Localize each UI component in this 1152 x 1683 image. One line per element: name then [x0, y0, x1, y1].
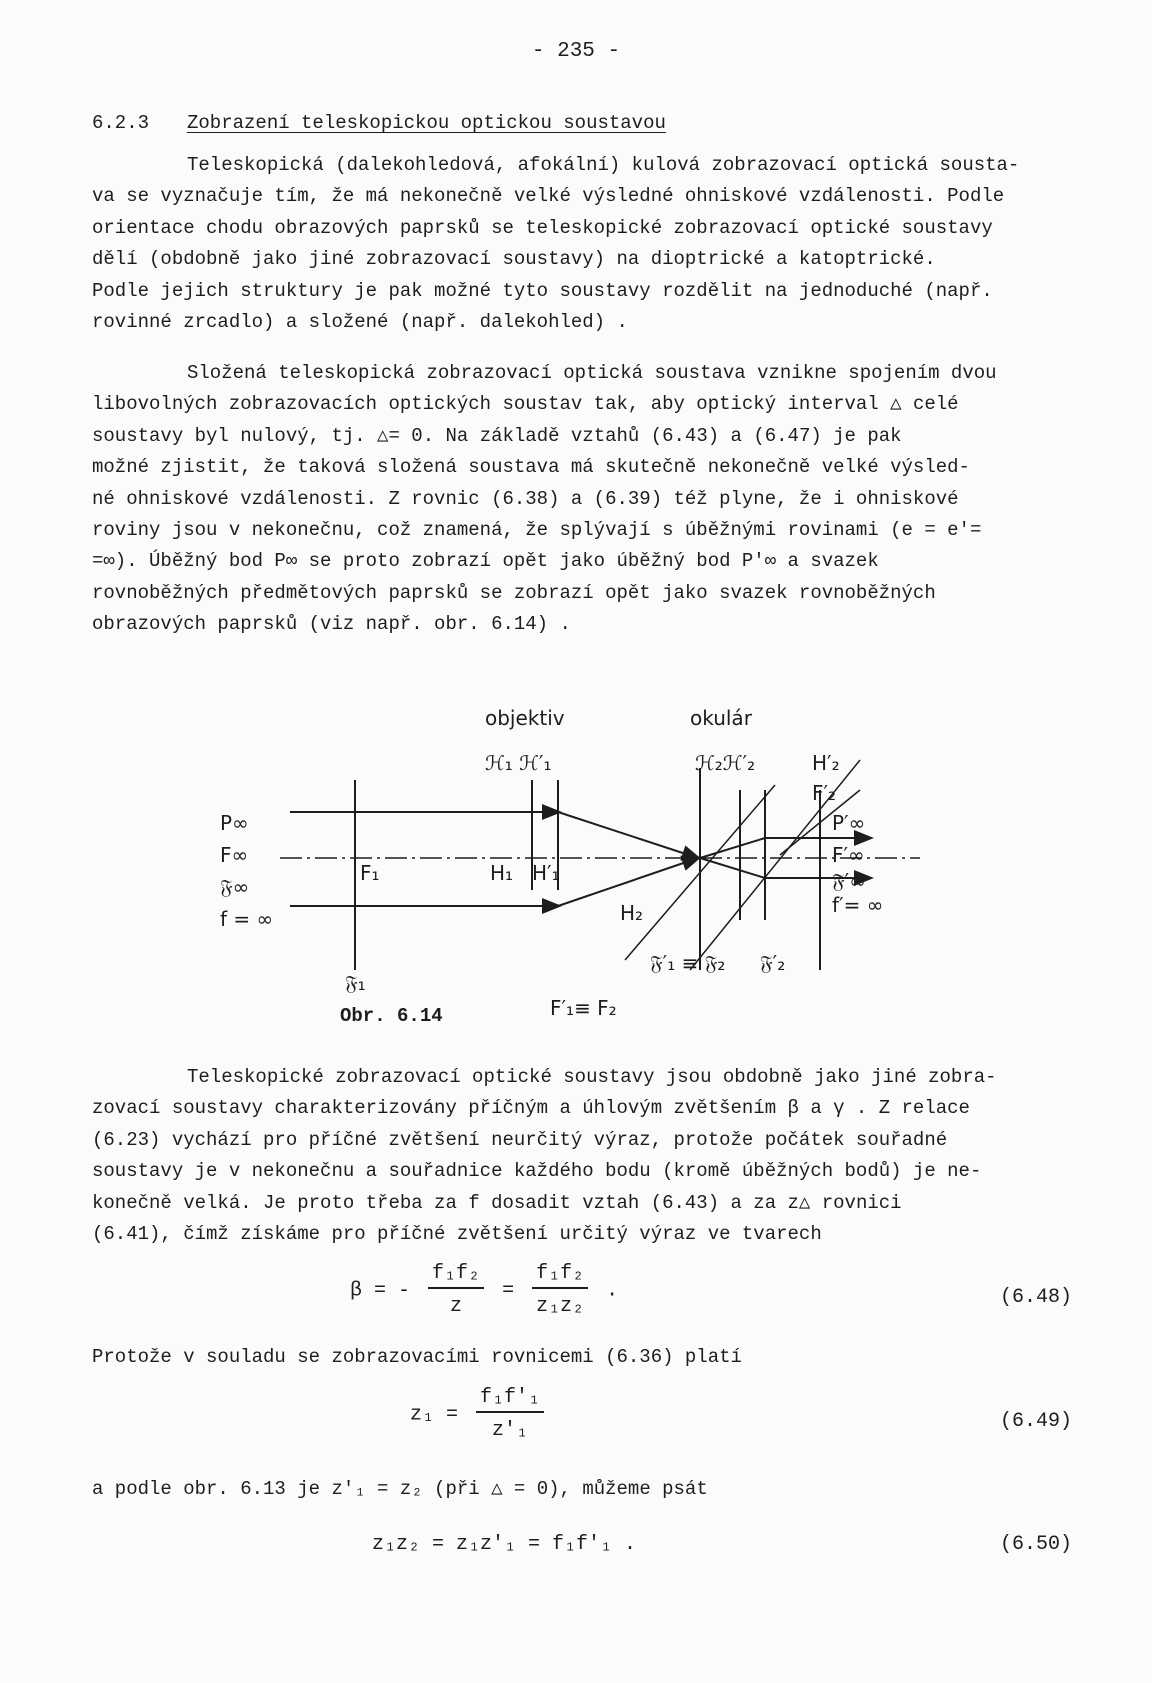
label-frak-inf: 𝔉∞: [220, 875, 250, 899]
label-P-inf-prime: P′∞: [832, 811, 866, 835]
label-F1p-eq-F2: F′₁≡ F₂: [550, 996, 617, 1020]
text-line: =∞). Úběžný bod P∞ se proto zobrazí opět jako úběžný bod P′∞ a svazek: [92, 550, 879, 573]
section-heading: [92, 112, 666, 134]
text-line: zovací soustavy charakterizovány příčným a úhlovým zvětšením β a γ . Z relace: [92, 1097, 970, 1120]
text-line: obrazových paprsků (viz např. obr. 6.14) .: [92, 613, 571, 636]
ray-upper-div: [700, 838, 765, 858]
ray-upper-conv: [558, 812, 698, 858]
text-line: (6.41), čímž získáme pro příčné zvětšení určitý výraz ve tvarech: [92, 1222, 822, 1245]
eq49-num: f₁f′₁: [476, 1386, 544, 1413]
eq48-den2: z₁z₂: [536, 1295, 585, 1318]
text-line: Teleskopická (dalekohledová, afokální) kulová zobrazovací optická sousta-: [187, 154, 1020, 176]
label-f-inf-prime: f′= ∞: [832, 893, 884, 917]
eq-number-6-48: (6.48): [999, 1286, 1072, 1309]
figure-caption: Obr. 6.14: [340, 1005, 443, 1027]
label-f-inf: f = ∞: [220, 907, 274, 931]
text-line: roviny jsou v nekonečnu, což znamená, že splývají s úběžnými rovinami (e = e′=: [92, 518, 982, 541]
label-H2p: H′₂: [812, 751, 840, 775]
label-F2p: F′₂: [812, 781, 837, 805]
label-eyepiece: okulár: [690, 706, 752, 730]
optical-diagram: [220, 670, 980, 1040]
text-line: soustavy byl nulový, tj. △= 0. Na základě vztahů (6.43) a (6.47) je pak: [92, 424, 902, 447]
section-number: 6.2.3: [92, 112, 150, 134]
equation-6-50: z₁z₂ = z₁z′₁ = f₁f′₁ .: [372, 1533, 637, 1556]
label-H-obj: ℋ₁ ℋ′₁: [485, 751, 552, 775]
text-line: konečně velká. Je proto třeba za f dosadit vztah (6.43) a za z△ rovnici: [92, 1191, 902, 1214]
eq48-lhs: β = -: [350, 1279, 411, 1303]
eq-number-6-49: (6.49): [999, 1410, 1072, 1433]
label-H1: H₁: [490, 861, 514, 885]
eq48-num1: f₁f₂: [428, 1262, 484, 1289]
label-F-inf: F∞: [220, 843, 249, 867]
eq-number-6-50: (6.50): [999, 1533, 1072, 1556]
section-title: Zobrazení teleskopickou optickou soustavou: [187, 112, 666, 134]
text-line: Podle jejich struktury je pak možné tyto soustavy rozdělit na jednoduché (např.: [92, 279, 993, 302]
line-before-6-50: [92, 1474, 1092, 1505]
eq48-fraction-2: [532, 1262, 588, 1318]
paragraph-3: [92, 1062, 1092, 1250]
paragraph-2: [92, 358, 1092, 641]
text-line: soustavy je v nekonečnu a souřadnice každého bodu (kromě úběžných bodů) je ne-: [92, 1160, 982, 1183]
text-line: rovnoběžných předmětových paprsků se zobrazí opět jako svazek rovnoběžných: [92, 581, 936, 604]
label-H2: H₂: [620, 901, 644, 925]
eq48-num2: f₁f₂: [532, 1262, 588, 1289]
eq48-fraction-1: [428, 1262, 484, 1318]
text-line: Teleskopické zobrazovací optické soustavy jsou obdobně jako jiné zobra-: [187, 1066, 997, 1088]
text-line: orientace chodu obrazových paprsků se teleskopické zobrazovací optické soustavy: [92, 216, 993, 239]
text-line: a podle obr. 6.13 je z′₁ = z₂ (při △ = 0), můžeme psát: [92, 1478, 708, 1500]
equation-6-48: [350, 1262, 618, 1318]
label-frak-inf-prime: 𝔉′∞: [832, 869, 866, 893]
label-objective: objektiv: [485, 706, 565, 730]
text-line: Složená teleskopická zobrazovací optická soustava vznikne spojením dvou: [187, 362, 997, 384]
line-before-6-49: [92, 1342, 1092, 1373]
text-line: (6.23) vychází pro příčné zvětšení neurčitý výraz, protože počátek souřadné: [92, 1128, 948, 1151]
text-line: né ohniskové vzdálenosti. Z rovnic (6.38) a (6.39) též plyne, že i ohniskové: [92, 487, 959, 510]
paragraph-1: [92, 150, 1092, 338]
text-line: možné zjistit, že taková složená soustava má skutečně nekonečně velké výsled-: [92, 456, 970, 479]
eq49-den: z′₁: [492, 1419, 529, 1442]
text-line: Protože v souladu se zobrazovacími rovnicemi (6.36) platí: [92, 1346, 742, 1368]
text-line: va se vyznačuje tím, že má nekonečně velké výsledné ohniskové vzdálenosti. Podle: [92, 185, 1005, 208]
label-frak1p: 𝔉′₁ ≡ 𝔉₂: [650, 951, 726, 975]
equation-6-49: [410, 1386, 550, 1442]
eq48-mid: =: [502, 1279, 515, 1303]
text-line: libovolných zobrazovacích optických soustav tak, aby optický interval △ celé: [92, 393, 959, 416]
label-H-eye: ℋ₂ℋ′₂: [695, 751, 756, 775]
eq48-den1: z: [450, 1295, 463, 1318]
figure-6-14: [220, 670, 980, 1040]
label-F-inf-prime: F′∞: [832, 843, 865, 867]
text-line: dělí (obdobně jako jiné zobrazovací soustavy) na dioptrické a katoptrické.: [92, 248, 936, 271]
label-P-inf: P∞: [220, 811, 249, 835]
label-frak2p: 𝔉′₂: [760, 951, 786, 975]
label-F1: F₁: [360, 861, 380, 885]
label-frak1: 𝔉₁: [345, 971, 366, 995]
eq49-fraction: [476, 1386, 544, 1442]
page-number: - 235 -: [531, 40, 621, 63]
eq48-end: .: [606, 1279, 619, 1303]
eq49-lhs: z₁ =: [410, 1403, 459, 1427]
text-line: rovinné zrcadlo) a složené (např. dalekohled) .: [92, 310, 628, 333]
label-H1p: H′₁: [532, 861, 560, 885]
